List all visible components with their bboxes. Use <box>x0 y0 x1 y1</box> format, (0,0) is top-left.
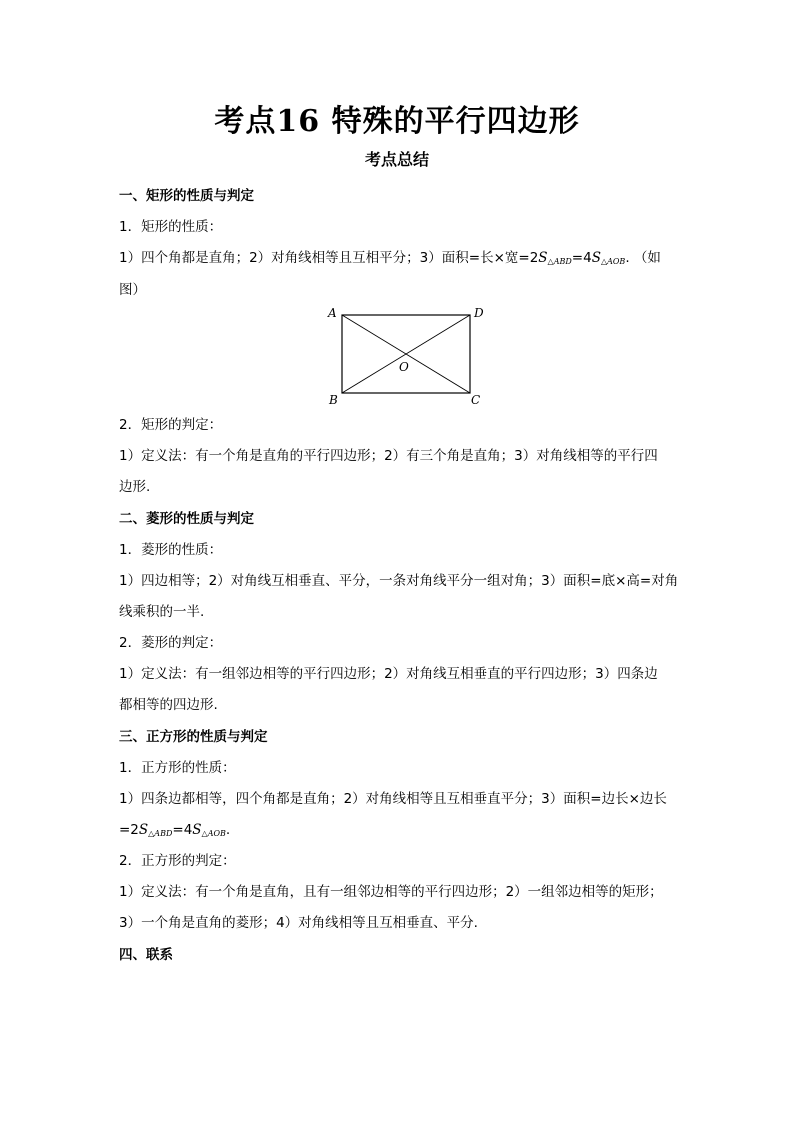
rect-judge-line2: 边形. <box>119 479 151 495</box>
page-subtitle: 考点总结 <box>364 150 429 169</box>
square-judge-line1: 1）定义法：有一个角是直角，且有一组邻边相等的平行四边形；2）一组邻边相等的矩形； <box>119 884 663 900</box>
relation-heading: 四、联系 <box>119 947 173 963</box>
rhombus-judge-title: 2．菱形的判定： <box>119 635 223 651</box>
rhombus-prop-title: 1．菱形的性质： <box>119 542 223 558</box>
rect-heading: 一、矩形的性质与判定 <box>119 188 254 204</box>
rect-prop-line2: 图） <box>119 282 146 298</box>
label-a: A <box>328 306 337 320</box>
rect-prop-title: 1．矩形的性质： <box>119 219 223 235</box>
label-b: B <box>329 393 338 407</box>
rhombus-prop-line1: 1）四边相等；2）对角线互相垂直、平分，一条对角线平分一组对角；3）面积=底×高=对角 <box>119 573 679 589</box>
label-c: C <box>471 393 481 407</box>
rhombus-judge-line1: 1）定义法：有一组邻边相等的平行四边形；2）对角线互相垂直的平行四边形；3）四条边 <box>119 666 658 682</box>
square-prop-line2: $=2S_{\triangle ABD}=4S_{\triangle AOB}$. <box>119 822 231 838</box>
rhombus-prop-line2: 线乘积的一半. <box>119 604 205 620</box>
square-prop-title: 1．正方形的性质： <box>119 760 236 776</box>
rect-judge-title: 2．矩形的判定： <box>119 417 223 433</box>
label-d: D <box>474 306 484 320</box>
rectangle-diagram <box>322 300 492 410</box>
rhombus-judge-line2: 都相等的四边形. <box>119 697 218 713</box>
rect-prop-line1: 1）四个角都是直角；2）对角线相等且互相平分；3）面积=长×宽$=2S_{\triangle ABD}=4S_{\triangle AOB}$. （如 <box>119 250 661 266</box>
rect-judge-line1: 1）定义法：有一个角是直角的平行四边形；2）有三个角是直角；3）对角线相等的平行四 <box>119 448 658 464</box>
square-heading: 三、正方形的性质与判定 <box>119 729 268 745</box>
square-prop-line1: 1）四条边都相等，四个角都是直角；2）对角线相等且互相垂直平分；3）面积=边长×边长 <box>119 791 667 807</box>
square-judge-title: 2．正方形的判定： <box>119 853 236 869</box>
page-title: 考点16 特殊的平行四边形 <box>214 104 580 139</box>
square-judge-line2: 3）一个角是直角的菱形；4）对角线相等且互相垂直、平分. <box>119 915 478 931</box>
label-o: O <box>399 360 409 374</box>
rhombus-heading: 二、菱形的性质与判定 <box>119 511 254 527</box>
